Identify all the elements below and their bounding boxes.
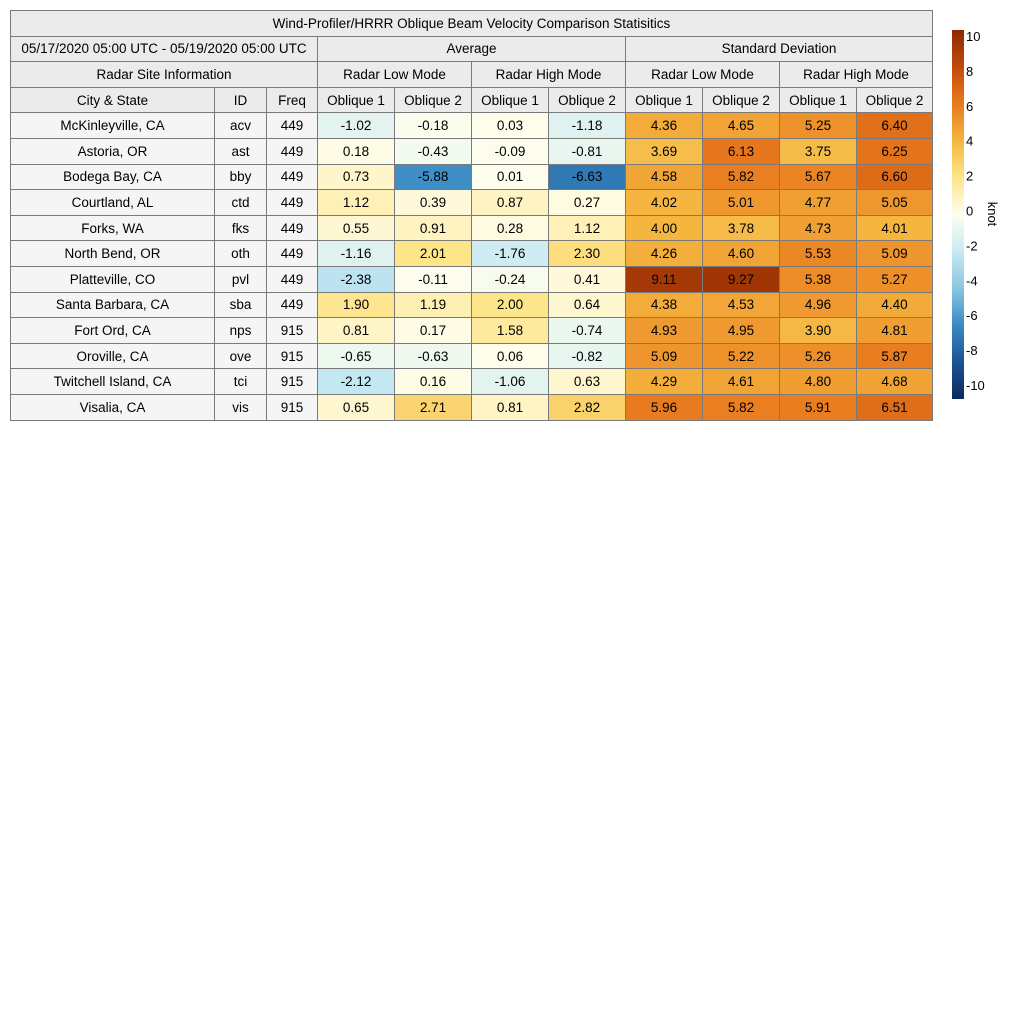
value-cell: 3.75 (780, 138, 857, 164)
value-cell: 4.38 (626, 292, 703, 318)
site-city: Santa Barbara, CA (11, 292, 215, 318)
value-cell: 1.58 (472, 318, 549, 344)
mode-header: Radar High Mode (780, 62, 933, 88)
table-row (11, 138, 933, 164)
value-cell: 4.26 (626, 241, 703, 267)
site-city: Bodega Bay, CA (11, 164, 215, 190)
value-cell: -1.06 (472, 369, 549, 395)
value-cell: 4.80 (780, 369, 857, 395)
site-city: Platteville, CO (11, 266, 215, 292)
value-cell: 4.36 (626, 113, 703, 139)
site-freq: 449 (267, 138, 318, 164)
table-row (11, 113, 933, 139)
site-id: oth (215, 241, 267, 267)
table-row (11, 215, 933, 241)
site-city: North Bend, OR (11, 241, 215, 267)
value-cell: 2.82 (549, 394, 626, 420)
value-cell: 4.95 (703, 318, 780, 344)
site-city: Oroville, CA (11, 343, 215, 369)
colorbar-tick-label: 6 (966, 98, 974, 114)
value-cell: 4.00 (626, 215, 703, 241)
column-header: Oblique 2 (549, 87, 626, 113)
value-cell: 0.18 (318, 138, 395, 164)
site-freq: 915 (267, 343, 318, 369)
value-cell: 3.90 (780, 318, 857, 344)
value-cell: 0.39 (395, 190, 472, 216)
site-id: acv (215, 113, 267, 139)
value-cell: 4.58 (626, 164, 703, 190)
value-cell: 5.91 (780, 394, 857, 420)
site-freq: 915 (267, 394, 318, 420)
value-cell: 1.19 (395, 292, 472, 318)
column-header: Oblique 1 (780, 87, 857, 113)
site-freq: 449 (267, 113, 318, 139)
site-city: Courtland, AL (11, 190, 215, 216)
value-cell: 5.87 (857, 343, 933, 369)
value-cell: 0.03 (472, 113, 549, 139)
value-cell: -1.76 (472, 241, 549, 267)
table-title: Wind-Profiler/HRRR Oblique Beam Velocity Comparison Statisitics (11, 11, 933, 37)
site-freq: 449 (267, 215, 318, 241)
site-id: ast (215, 138, 267, 164)
value-cell: 0.81 (472, 394, 549, 420)
group-header-average: Average (318, 36, 626, 62)
value-cell: -0.74 (549, 318, 626, 344)
site-freq: 449 (267, 266, 318, 292)
colorbar-tick-label: -8 (966, 343, 978, 359)
value-cell: 6.60 (857, 164, 933, 190)
site-city: McKinleyville, CA (11, 113, 215, 139)
value-cell: 0.91 (395, 215, 472, 241)
value-cell: 4.96 (780, 292, 857, 318)
value-cell: -0.18 (395, 113, 472, 139)
value-cell: 4.81 (857, 318, 933, 344)
statistics-table (10, 10, 933, 421)
value-cell: 5.38 (780, 266, 857, 292)
colorbar-tick-label: 10 (966, 30, 981, 44)
value-cell: 5.25 (780, 113, 857, 139)
value-cell: -5.88 (395, 164, 472, 190)
value-cell: 4.02 (626, 190, 703, 216)
site-city: Forks, WA (11, 215, 215, 241)
value-cell: 2.30 (549, 241, 626, 267)
value-cell: 0.41 (549, 266, 626, 292)
site-city: Visalia, CA (11, 394, 215, 420)
value-cell: -2.12 (318, 369, 395, 395)
value-cell: -2.38 (318, 266, 395, 292)
value-cell: 4.53 (703, 292, 780, 318)
site-id: sba (215, 292, 267, 318)
value-cell: -1.18 (549, 113, 626, 139)
value-cell: -0.09 (472, 138, 549, 164)
value-cell: -1.16 (318, 241, 395, 267)
value-cell: -6.63 (549, 164, 626, 190)
value-cell: 5.67 (780, 164, 857, 190)
value-cell: 5.53 (780, 241, 857, 267)
value-cell: 9.27 (703, 266, 780, 292)
table-row (11, 266, 933, 292)
value-cell: 2.00 (472, 292, 549, 318)
site-freq: 449 (267, 190, 318, 216)
value-cell: 6.13 (703, 138, 780, 164)
table-row (11, 164, 933, 190)
value-cell: 0.63 (549, 369, 626, 395)
value-cell: 0.17 (395, 318, 472, 344)
site-id: tci (215, 369, 267, 395)
value-cell: 4.61 (703, 369, 780, 395)
site-id: fks (215, 215, 267, 241)
value-cell: 1.12 (318, 190, 395, 216)
value-cell: 4.93 (626, 318, 703, 344)
colorbar-gradient (952, 30, 964, 399)
value-cell: 5.01 (703, 190, 780, 216)
value-cell: -0.43 (395, 138, 472, 164)
value-cell: 0.65 (318, 394, 395, 420)
table-row (11, 318, 933, 344)
value-cell: 2.71 (395, 394, 472, 420)
column-header: Oblique 2 (857, 87, 933, 113)
value-cell: 0.64 (549, 292, 626, 318)
value-cell: 4.73 (780, 215, 857, 241)
colorbar-tick-label: -2 (966, 238, 978, 254)
column-header: Oblique 1 (472, 87, 549, 113)
site-freq: 449 (267, 164, 318, 190)
value-cell: 3.69 (626, 138, 703, 164)
value-cell: -0.82 (549, 343, 626, 369)
colorbar-tick-label: 4 (966, 133, 974, 149)
table-row (11, 190, 933, 216)
value-cell: 4.01 (857, 215, 933, 241)
value-cell: 5.82 (703, 164, 780, 190)
value-cell: 2.01 (395, 241, 472, 267)
value-cell: 0.87 (472, 190, 549, 216)
value-cell: -0.81 (549, 138, 626, 164)
value-cell: 9.11 (626, 266, 703, 292)
value-cell: 5.26 (780, 343, 857, 369)
value-cell: 3.78 (703, 215, 780, 241)
colorbar-label: knot (985, 201, 1000, 227)
value-cell: 4.40 (857, 292, 933, 318)
column-header: City & State (11, 87, 215, 113)
colorbar (950, 30, 1014, 402)
value-cell: 0.27 (549, 190, 626, 216)
value-cell: 6.40 (857, 113, 933, 139)
value-cell: 0.55 (318, 215, 395, 241)
value-cell: 5.22 (703, 343, 780, 369)
value-cell: 5.09 (857, 241, 933, 267)
value-cell: 5.82 (703, 394, 780, 420)
column-header: Oblique 2 (395, 87, 472, 113)
table-row (11, 343, 933, 369)
value-cell: 0.01 (472, 164, 549, 190)
value-cell: 4.65 (703, 113, 780, 139)
value-cell: 4.77 (780, 190, 857, 216)
mode-header: Radar Low Mode (318, 62, 472, 88)
value-cell: -0.65 (318, 343, 395, 369)
value-cell: 1.90 (318, 292, 395, 318)
value-cell: 4.29 (626, 369, 703, 395)
colorbar-tick-label: -4 (966, 273, 978, 289)
value-cell: 5.27 (857, 266, 933, 292)
site-city: Astoria, OR (11, 138, 215, 164)
column-header: Oblique 1 (318, 87, 395, 113)
value-cell: -0.63 (395, 343, 472, 369)
column-header: Freq (267, 87, 318, 113)
site-info-header: Radar Site Information (11, 62, 318, 88)
colorbar-tick-label: -6 (966, 308, 978, 324)
site-id: ove (215, 343, 267, 369)
value-cell: 5.09 (626, 343, 703, 369)
colorbar-tick-label: 0 (966, 203, 974, 219)
value-cell: -0.11 (395, 266, 472, 292)
value-cell: 0.06 (472, 343, 549, 369)
value-cell: 1.12 (549, 215, 626, 241)
value-cell: 5.05 (857, 190, 933, 216)
group-header-std: Standard Deviation (626, 36, 933, 62)
site-city: Fort Ord, CA (11, 318, 215, 344)
site-id: nps (215, 318, 267, 344)
column-header: ID (215, 87, 267, 113)
site-freq: 915 (267, 369, 318, 395)
value-cell: 4.60 (703, 241, 780, 267)
value-cell: 0.28 (472, 215, 549, 241)
table-row (11, 241, 933, 267)
value-cell: 0.73 (318, 164, 395, 190)
value-cell: 4.68 (857, 369, 933, 395)
colorbar-tick-label: -10 (966, 378, 985, 393)
value-cell: 5.96 (626, 394, 703, 420)
site-id: pvl (215, 266, 267, 292)
table-row (11, 394, 933, 420)
site-id: vis (215, 394, 267, 420)
site-id: ctd (215, 190, 267, 216)
colorbar-tick-label: 2 (966, 168, 974, 184)
table-row (11, 292, 933, 318)
value-cell: -1.02 (318, 113, 395, 139)
site-freq: 449 (267, 292, 318, 318)
value-cell: -0.24 (472, 266, 549, 292)
site-city: Twitchell Island, CA (11, 369, 215, 395)
mode-header: Radar Low Mode (626, 62, 780, 88)
colorbar-tick-label: 8 (966, 63, 974, 79)
value-cell: 6.51 (857, 394, 933, 420)
value-cell: 6.25 (857, 138, 933, 164)
value-cell: 0.16 (395, 369, 472, 395)
table-row (11, 369, 933, 395)
mode-header: Radar High Mode (472, 62, 626, 88)
column-header: Oblique 2 (703, 87, 780, 113)
site-freq: 915 (267, 318, 318, 344)
column-header: Oblique 1 (626, 87, 703, 113)
site-freq: 449 (267, 241, 318, 267)
date-range: 05/17/2020 05:00 UTC - 05/19/2020 05:00 UTC (11, 36, 318, 62)
value-cell: 0.81 (318, 318, 395, 344)
site-id: bby (215, 164, 267, 190)
